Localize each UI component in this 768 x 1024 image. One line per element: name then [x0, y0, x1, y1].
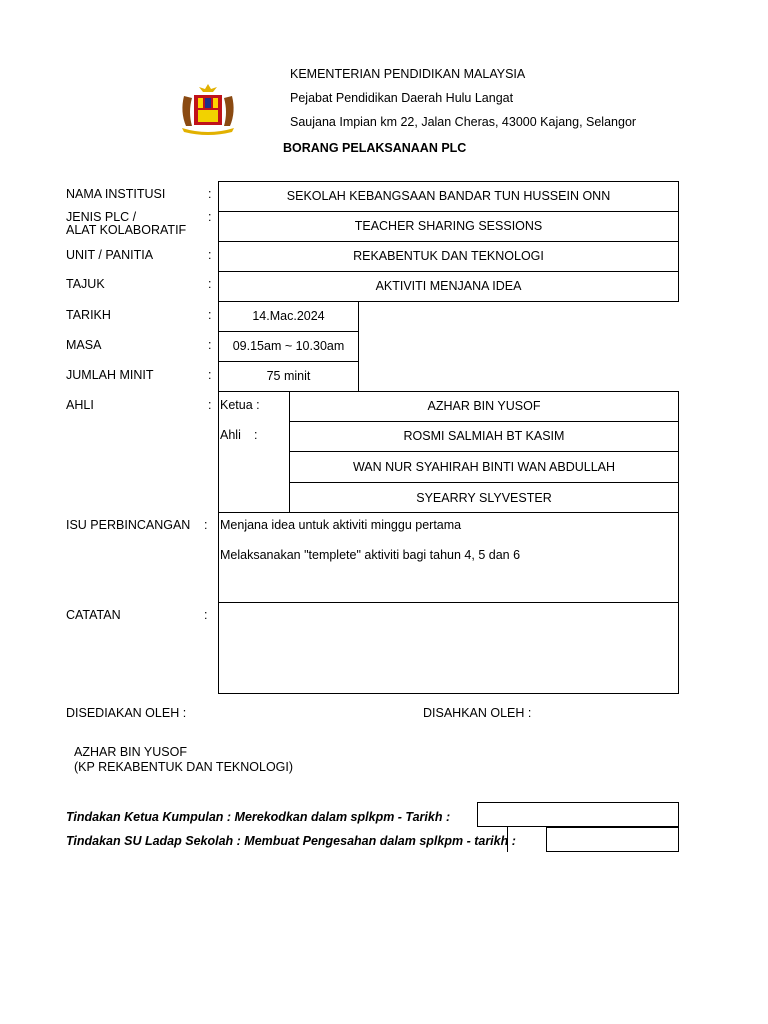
catatan-value [219, 603, 678, 611]
colon: : [254, 428, 258, 442]
value-jumlah-minit: 75 minit [266, 369, 311, 383]
catatan-box[interactable] [218, 602, 679, 694]
preparer-title: (KP REKABENTUK DAN TEKNOLOGI) [74, 760, 294, 774]
member-row: SYEARRY SLYVESTER [416, 490, 552, 505]
colon: : [208, 248, 212, 262]
colon: : [208, 338, 212, 352]
office-address: Saujana Impian km 22, Jalan Cheras, 43000 Kajang, Selangor [290, 115, 637, 129]
action-ketua-kumpulan: Tindakan Ketua Kumpulan : Merekodkan dalam splkpm - Tarikh : [66, 810, 451, 824]
preparer-name: AZHAR BIN YUSOF [74, 745, 187, 759]
label-jumlah-minit: JUMLAH MINIT [66, 368, 154, 382]
label-catatan: CATATAN [66, 608, 121, 622]
member-ketua: AZHAR BIN YUSOF [427, 399, 541, 413]
tarikh-su-field[interactable] [546, 827, 679, 852]
label-tajuk: TAJUK [66, 277, 105, 291]
member-row: ROSMI SALMIAH BT KASIM [403, 429, 565, 443]
ketua-label: Ketua : [220, 398, 260, 412]
colon: : [204, 518, 208, 532]
colon: : [208, 277, 212, 291]
government-crest-logo [170, 82, 246, 136]
ministry-name: KEMENTERIAN PENDIDIKAN MALAYSIA [290, 67, 526, 81]
member-row: WAN NUR SYAHIRAH BINTI WAN ABDULLAH [352, 459, 616, 474]
isu-line: Menjana idea untuk aktiviti minggu pertama [220, 518, 462, 532]
colon: : [208, 368, 212, 382]
approved-by-label: DISAHKAN OLEH : [423, 706, 532, 720]
label-isu-perbincangan: ISU PERBINCANGAN [66, 518, 191, 532]
label-nama-institusi: NAMA INSTITUSI [66, 187, 166, 201]
district-office: Pejabat Pendidikan Daerah Hulu Langat [290, 91, 514, 105]
value-unit-panitia: REKABENTUK DAN TEKNOLOGI [353, 249, 544, 263]
label-ahli: AHLI [66, 398, 94, 412]
label-tarikh: TARIKH [66, 308, 111, 322]
prepared-by-label: DISEDIAKAN OLEH : [66, 706, 187, 720]
value-jenis-plc: TEACHER SHARING SESSIONS [354, 219, 543, 233]
tarikh-ketua-field[interactable] [477, 802, 679, 827]
label-masa: MASA [66, 338, 102, 352]
form-title: BORANG PELAKSANAAN PLC [283, 141, 467, 155]
label-unit-panitia: UNIT / PANITIA [66, 248, 154, 262]
colon: : [208, 187, 212, 201]
colon: : [208, 398, 212, 412]
colon: : [208, 210, 212, 224]
action-su-ladap: Tindakan SU Ladap Sekolah : Membuat Pengesahan dalam splkpm - tarikh : [66, 834, 516, 848]
value-tarikh: 14.Mac.2024 [252, 309, 325, 323]
value-nama-institusi: SEKOLAH KEBANGSAAN BANDAR TUN HUSSEIN ONN [286, 189, 611, 203]
isu-line: Melaksanakan "templete" aktiviti bagi tahun 4, 5 dan 6 [220, 548, 521, 562]
label-jenis-plc: JENIS PLC / ALAT KOLABORATIF [66, 210, 187, 237]
ahli-sub-label: Ahli [220, 428, 241, 442]
value-tajuk: AKTIVITI MENJANA IDEA [375, 279, 522, 293]
colon: : [204, 608, 208, 622]
colon: : [208, 308, 212, 322]
value-masa: 09.15am ~ 10.30am [232, 339, 345, 353]
